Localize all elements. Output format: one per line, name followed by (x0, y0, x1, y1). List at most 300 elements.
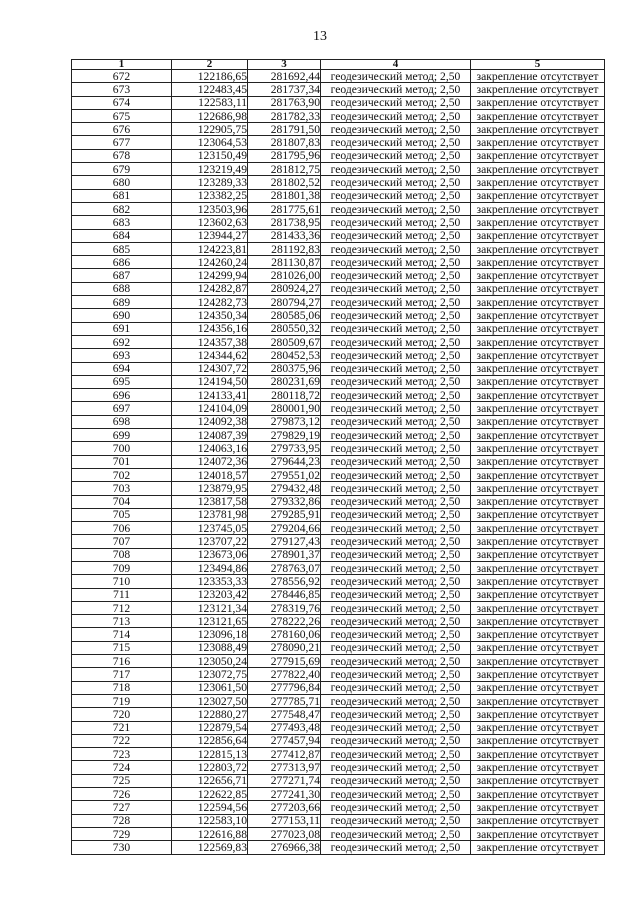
fixation-cell: закрепление отсутствует (471, 389, 605, 402)
point-number-cell: 695 (72, 375, 172, 388)
point-number-cell: 675 (72, 109, 172, 122)
fixation-cell: закрепление отсутствует (471, 123, 605, 136)
y-coordinate-cell: 281192,83 (248, 242, 321, 255)
fixation-cell: закрепление отсутствует (471, 83, 605, 96)
point-number-cell: 711 (72, 588, 172, 601)
table-row (72, 681, 605, 694)
y-coordinate-cell: 278446,85 (248, 588, 321, 601)
x-coordinate-cell: 122186,65 (172, 70, 248, 83)
column-header-y-coordinate: 3 (248, 60, 321, 70)
method-cell: геодезический метод; 2,50 (321, 455, 471, 468)
table-row (72, 296, 605, 309)
fixation-cell: закрепление отсутствует (471, 163, 605, 176)
table-row (72, 655, 605, 668)
point-number-cell: 714 (72, 628, 172, 641)
point-number-cell: 685 (72, 242, 172, 255)
y-coordinate-cell: 277796,84 (248, 681, 321, 694)
method-cell: геодезический метод; 2,50 (321, 442, 471, 455)
method-cell: геодезический метод; 2,50 (321, 229, 471, 242)
method-cell: геодезический метод; 2,50 (321, 668, 471, 681)
point-number-cell: 718 (72, 681, 172, 694)
point-number-cell: 674 (72, 96, 172, 109)
method-cell: геодезический метод; 2,50 (321, 176, 471, 189)
x-coordinate-cell: 124194,50 (172, 375, 248, 388)
fixation-cell: закрепление отсутствует (471, 761, 605, 774)
method-cell: геодезический метод; 2,50 (321, 389, 471, 402)
y-coordinate-cell: 277915,69 (248, 655, 321, 668)
x-coordinate-cell: 123382,25 (172, 189, 248, 202)
y-coordinate-cell: 277457,94 (248, 734, 321, 747)
table-row (72, 601, 605, 614)
fixation-cell: закрепление отсутствует (471, 229, 605, 242)
y-coordinate-cell: 277412,87 (248, 748, 321, 761)
point-number-cell: 698 (72, 415, 172, 428)
point-number-cell: 700 (72, 442, 172, 455)
method-cell: геодезический метод; 2,50 (321, 748, 471, 761)
coordinates-table (71, 59, 605, 855)
table-row (72, 123, 605, 136)
fixation-cell: закрепление отсутствует (471, 601, 605, 614)
point-number-cell: 690 (72, 309, 172, 322)
fixation-cell: закрепление отсутствует (471, 694, 605, 707)
table-row (72, 495, 605, 508)
method-cell: геодезический метод; 2,50 (321, 734, 471, 747)
x-coordinate-cell: 124344,62 (172, 349, 248, 362)
method-cell: геодезический метод; 2,50 (321, 429, 471, 442)
method-cell: геодезический метод; 2,50 (321, 375, 471, 388)
method-cell: геодезический метод; 2,50 (321, 522, 471, 535)
x-coordinate-cell: 123050,24 (172, 655, 248, 668)
x-coordinate-cell: 123289,33 (172, 176, 248, 189)
fixation-cell: закрепление отсутствует (471, 109, 605, 122)
method-cell: геодезический метод; 2,50 (321, 189, 471, 202)
point-number-cell: 688 (72, 282, 172, 295)
method-cell: геодезический метод; 2,50 (321, 615, 471, 628)
point-number-cell: 712 (72, 601, 172, 614)
table-row (72, 721, 605, 734)
point-number-cell: 680 (72, 176, 172, 189)
x-coordinate-cell: 123096,18 (172, 628, 248, 641)
x-coordinate-cell: 124282,87 (172, 282, 248, 295)
x-coordinate-cell: 124092,38 (172, 415, 248, 428)
method-cell: геодезический метод; 2,50 (321, 415, 471, 428)
point-number-cell: 699 (72, 429, 172, 442)
method-cell: геодезический метод; 2,50 (321, 655, 471, 668)
fixation-cell: закрепление отсутствует (471, 615, 605, 628)
x-coordinate-cell: 122879,54 (172, 721, 248, 734)
table-row (72, 788, 605, 801)
column-header-fixation: 5 (471, 60, 605, 70)
fixation-cell: закрепление отсутствует (471, 841, 605, 854)
y-coordinate-cell: 277313,97 (248, 761, 321, 774)
table-row (72, 96, 605, 109)
method-cell: геодезический метод; 2,50 (321, 827, 471, 840)
method-cell: геодезический метод; 2,50 (321, 309, 471, 322)
x-coordinate-cell: 123072,75 (172, 668, 248, 681)
table-row (72, 375, 605, 388)
fixation-cell: закрепление отсутствует (471, 375, 605, 388)
table-row (72, 575, 605, 588)
fixation-cell: закрепление отсутствует (471, 269, 605, 282)
table-row (72, 455, 605, 468)
table-row (72, 149, 605, 162)
y-coordinate-cell: 280231,69 (248, 375, 321, 388)
x-coordinate-cell: 124223,81 (172, 242, 248, 255)
y-coordinate-cell: 279432,48 (248, 482, 321, 495)
table-row (72, 615, 605, 628)
method-cell: геодезический метод; 2,50 (321, 83, 471, 96)
method-cell: геодезический метод; 2,50 (321, 641, 471, 654)
column-header-x-coordinate: 2 (172, 60, 248, 70)
table-row (72, 242, 605, 255)
table-row (72, 189, 605, 202)
table-row (72, 136, 605, 149)
x-coordinate-cell: 123088,49 (172, 641, 248, 654)
x-coordinate-cell: 122616,88 (172, 827, 248, 840)
table-row (72, 229, 605, 242)
fixation-cell: закрепление отсутствует (471, 309, 605, 322)
x-coordinate-cell: 123707,22 (172, 535, 248, 548)
fixation-cell: закрепление отсутствует (471, 535, 605, 548)
y-coordinate-cell: 279551,02 (248, 468, 321, 481)
y-coordinate-cell: 279204,66 (248, 522, 321, 535)
table-row (72, 176, 605, 189)
x-coordinate-cell: 123353,33 (172, 575, 248, 588)
point-number-cell: 704 (72, 495, 172, 508)
table-row (72, 734, 605, 747)
y-coordinate-cell: 281812,75 (248, 163, 321, 176)
fixation-cell: закрепление отсутствует (471, 455, 605, 468)
fixation-cell: закрепление отсутствует (471, 508, 605, 521)
point-number-cell: 684 (72, 229, 172, 242)
point-number-cell: 686 (72, 256, 172, 269)
table-row (72, 628, 605, 641)
table-row (72, 827, 605, 840)
x-coordinate-cell: 123203,42 (172, 588, 248, 601)
fixation-cell: закрепление отсутствует (471, 216, 605, 229)
x-coordinate-cell: 124260,24 (172, 256, 248, 269)
x-coordinate-cell: 122583,11 (172, 96, 248, 109)
point-number-cell: 703 (72, 482, 172, 495)
method-cell: геодезический метод; 2,50 (321, 495, 471, 508)
x-coordinate-cell: 122583,10 (172, 814, 248, 827)
method-cell: геодезический метод; 2,50 (321, 256, 471, 269)
y-coordinate-cell: 281791,50 (248, 123, 321, 136)
x-coordinate-cell: 124282,73 (172, 296, 248, 309)
y-coordinate-cell: 277493,48 (248, 721, 321, 734)
table-row (72, 216, 605, 229)
fixation-cell: закрепление отсутствует (471, 655, 605, 668)
table-row (72, 389, 605, 402)
table-row (72, 282, 605, 295)
y-coordinate-cell: 280585,06 (248, 309, 321, 322)
fixation-cell: закрепление отсутствует (471, 149, 605, 162)
y-coordinate-cell: 277023,08 (248, 827, 321, 840)
x-coordinate-cell: 122622,85 (172, 788, 248, 801)
fixation-cell: закрепление отсутствует (471, 721, 605, 734)
table-row (72, 761, 605, 774)
table-row (72, 109, 605, 122)
fixation-cell: закрепление отсутствует (471, 734, 605, 747)
table-row (72, 522, 605, 535)
point-number-cell: 678 (72, 149, 172, 162)
fixation-cell: закрепление отсутствует (471, 748, 605, 761)
x-coordinate-cell: 122594,56 (172, 801, 248, 814)
x-coordinate-cell: 123494,86 (172, 561, 248, 574)
x-coordinate-cell: 122856,64 (172, 734, 248, 747)
fixation-cell: закрепление отсутствует (471, 322, 605, 335)
y-coordinate-cell: 281807,83 (248, 136, 321, 149)
method-cell: геодезический метод; 2,50 (321, 296, 471, 309)
fixation-cell: закрепление отсутствует (471, 827, 605, 840)
table-row (72, 801, 605, 814)
column-header-point-number: 1 (72, 60, 172, 70)
fixation-cell: закрепление отсутствует (471, 788, 605, 801)
method-cell: геодезический метод; 2,50 (321, 216, 471, 229)
point-number-cell: 693 (72, 349, 172, 362)
table-row (72, 269, 605, 282)
table-row (72, 668, 605, 681)
table-row (72, 482, 605, 495)
y-coordinate-cell: 280001,90 (248, 402, 321, 415)
x-coordinate-cell: 122905,75 (172, 123, 248, 136)
method-cell: геодезический метод; 2,50 (321, 362, 471, 375)
x-coordinate-cell: 123817,58 (172, 495, 248, 508)
y-coordinate-cell: 278222,26 (248, 615, 321, 628)
table-row (72, 841, 605, 854)
fixation-cell: закрепление отсутствует (471, 482, 605, 495)
fixation-cell: закрепление отсутствует (471, 282, 605, 295)
point-number-cell: 692 (72, 335, 172, 348)
y-coordinate-cell: 281433,36 (248, 229, 321, 242)
fixation-cell: закрепление отсутствует (471, 522, 605, 535)
y-coordinate-cell: 281801,38 (248, 189, 321, 202)
point-number-cell: 705 (72, 508, 172, 521)
method-cell: геодезический метод; 2,50 (321, 801, 471, 814)
table-row (72, 70, 605, 83)
fixation-cell: закрепление отсутствует (471, 136, 605, 149)
point-number-cell: 717 (72, 668, 172, 681)
table-row (72, 163, 605, 176)
point-number-cell: 707 (72, 535, 172, 548)
fixation-cell: закрепление отсутствует (471, 641, 605, 654)
method-cell: геодезический метод; 2,50 (321, 841, 471, 854)
x-coordinate-cell: 124104,09 (172, 402, 248, 415)
y-coordinate-cell: 279733,95 (248, 442, 321, 455)
method-cell: геодезический метод; 2,50 (321, 761, 471, 774)
point-number-cell: 691 (72, 322, 172, 335)
fixation-cell: закрепление отсутствует (471, 774, 605, 787)
fixation-cell: закрепление отсутствует (471, 495, 605, 508)
x-coordinate-cell: 123219,49 (172, 163, 248, 176)
y-coordinate-cell: 278763,07 (248, 561, 321, 574)
table-row (72, 362, 605, 375)
y-coordinate-cell: 281130,87 (248, 256, 321, 269)
y-coordinate-cell: 277785,71 (248, 694, 321, 707)
point-number-cell: 694 (72, 362, 172, 375)
table-row (72, 588, 605, 601)
point-number-cell: 682 (72, 202, 172, 215)
x-coordinate-cell: 124307,72 (172, 362, 248, 375)
y-coordinate-cell: 281026,00 (248, 269, 321, 282)
method-cell: геодезический метод; 2,50 (321, 535, 471, 548)
point-number-cell: 726 (72, 788, 172, 801)
method-cell: геодезический метод; 2,50 (321, 588, 471, 601)
y-coordinate-cell: 277822,40 (248, 668, 321, 681)
method-cell: геодезический метод; 2,50 (321, 163, 471, 176)
point-number-cell: 730 (72, 841, 172, 854)
x-coordinate-cell: 122815,13 (172, 748, 248, 761)
y-coordinate-cell: 281692,44 (248, 70, 321, 83)
y-coordinate-cell: 278319,76 (248, 601, 321, 614)
point-number-cell: 689 (72, 296, 172, 309)
y-coordinate-cell: 281775,61 (248, 202, 321, 215)
x-coordinate-cell: 124133,41 (172, 389, 248, 402)
fixation-cell: закрепление отсутствует (471, 628, 605, 641)
x-coordinate-cell: 123061,50 (172, 681, 248, 694)
table-row (72, 442, 605, 455)
point-number-cell: 687 (72, 269, 172, 282)
table-row (72, 548, 605, 561)
method-cell: геодезический метод; 2,50 (321, 774, 471, 787)
x-coordinate-cell: 124018,57 (172, 468, 248, 481)
y-coordinate-cell: 277271,74 (248, 774, 321, 787)
y-coordinate-cell: 280375,96 (248, 362, 321, 375)
y-coordinate-cell: 281795,96 (248, 149, 321, 162)
point-number-cell: 681 (72, 189, 172, 202)
fixation-cell: закрепление отсутствует (471, 362, 605, 375)
y-coordinate-cell: 277548,47 (248, 708, 321, 721)
y-coordinate-cell: 279285,91 (248, 508, 321, 521)
point-number-cell: 676 (72, 123, 172, 136)
y-coordinate-cell: 281782,33 (248, 109, 321, 122)
fixation-cell: закрепление отсутствует (471, 575, 605, 588)
x-coordinate-cell: 123673,06 (172, 548, 248, 561)
fixation-cell: закрепление отсутствует (471, 814, 605, 827)
x-coordinate-cell: 123879,95 (172, 482, 248, 495)
x-coordinate-cell: 122880,27 (172, 708, 248, 721)
table-row (72, 814, 605, 827)
table-row (72, 708, 605, 721)
y-coordinate-cell: 278556,92 (248, 575, 321, 588)
table-row (72, 322, 605, 335)
point-number-cell: 722 (72, 734, 172, 747)
table-row (72, 561, 605, 574)
point-number-cell: 723 (72, 748, 172, 761)
fixation-cell: закрепление отсутствует (471, 668, 605, 681)
method-cell: геодезический метод; 2,50 (321, 242, 471, 255)
method-cell: геодезический метод; 2,50 (321, 402, 471, 415)
x-coordinate-cell: 123027,50 (172, 694, 248, 707)
method-cell: геодезический метод; 2,50 (321, 561, 471, 574)
y-coordinate-cell: 277153,11 (248, 814, 321, 827)
method-cell: геодезический метод; 2,50 (321, 96, 471, 109)
table-body (72, 70, 605, 855)
x-coordinate-cell: 124356,16 (172, 322, 248, 335)
x-coordinate-cell: 123503,96 (172, 202, 248, 215)
method-cell: геодезический метод; 2,50 (321, 482, 471, 495)
method-cell: геодезический метод; 2,50 (321, 269, 471, 282)
method-cell: геодезический метод; 2,50 (321, 708, 471, 721)
method-cell: геодезический метод; 2,50 (321, 123, 471, 136)
point-number-cell: 715 (72, 641, 172, 654)
fixation-cell: закрепление отсутствует (471, 588, 605, 601)
method-cell: геодезический метод; 2,50 (321, 468, 471, 481)
point-number-cell: 673 (72, 83, 172, 96)
y-coordinate-cell: 281763,90 (248, 96, 321, 109)
point-number-cell: 702 (72, 468, 172, 481)
fixation-cell: закрепление отсутствует (471, 242, 605, 255)
point-number-cell: 721 (72, 721, 172, 734)
fixation-cell: закрепление отсутствует (471, 96, 605, 109)
point-number-cell: 706 (72, 522, 172, 535)
method-cell: геодезический метод; 2,50 (321, 814, 471, 827)
table-row (72, 468, 605, 481)
point-number-cell: 708 (72, 548, 172, 561)
point-number-cell: 724 (72, 761, 172, 774)
table-row (72, 309, 605, 322)
fixation-cell: закрепление отсутствует (471, 801, 605, 814)
fixation-cell: закрепление отсутствует (471, 176, 605, 189)
table-row (72, 415, 605, 428)
y-coordinate-cell: 281802,52 (248, 176, 321, 189)
fixation-cell: закрепление отсутствует (471, 296, 605, 309)
x-coordinate-cell: 122483,45 (172, 83, 248, 96)
y-coordinate-cell: 280509,67 (248, 335, 321, 348)
method-cell: геодезический метод; 2,50 (321, 548, 471, 561)
x-coordinate-cell: 124063,16 (172, 442, 248, 455)
table-header-row (72, 60, 605, 70)
table-row (72, 335, 605, 348)
table-row (72, 508, 605, 521)
method-cell: геодезический метод; 2,50 (321, 202, 471, 215)
method-cell: геодезический метод; 2,50 (321, 109, 471, 122)
method-cell: геодезический метод; 2,50 (321, 628, 471, 641)
method-cell: геодезический метод; 2,50 (321, 149, 471, 162)
point-number-cell: 677 (72, 136, 172, 149)
fixation-cell: закрепление отсутствует (471, 442, 605, 455)
table-row (72, 535, 605, 548)
table-row (72, 694, 605, 707)
point-number-cell: 716 (72, 655, 172, 668)
fixation-cell: закрепление отсутствует (471, 349, 605, 362)
point-number-cell: 728 (72, 814, 172, 827)
method-cell: геодезический метод; 2,50 (321, 788, 471, 801)
y-coordinate-cell: 277241,30 (248, 788, 321, 801)
x-coordinate-cell: 122569,83 (172, 841, 248, 854)
y-coordinate-cell: 278901,37 (248, 548, 321, 561)
table-row (72, 83, 605, 96)
point-number-cell: 701 (72, 455, 172, 468)
method-cell: геодезический метод; 2,50 (321, 349, 471, 362)
point-number-cell: 696 (72, 389, 172, 402)
point-number-cell: 710 (72, 575, 172, 588)
fixation-cell: закрепление отсутствует (471, 402, 605, 415)
fixation-cell: закрепление отсутствует (471, 202, 605, 215)
x-coordinate-cell: 124299,94 (172, 269, 248, 282)
x-coordinate-cell: 123121,34 (172, 601, 248, 614)
page-number: 13 (313, 29, 327, 44)
fixation-cell: закрепление отсутствует (471, 189, 605, 202)
point-number-cell: 697 (72, 402, 172, 415)
x-coordinate-cell: 124350,34 (172, 309, 248, 322)
fixation-cell: закрепление отсутствует (471, 429, 605, 442)
y-coordinate-cell: 281738,95 (248, 216, 321, 229)
y-coordinate-cell: 277203,66 (248, 801, 321, 814)
method-cell: геодезический метод; 2,50 (321, 70, 471, 83)
point-number-cell: 727 (72, 801, 172, 814)
fixation-cell: закрепление отсутствует (471, 468, 605, 481)
